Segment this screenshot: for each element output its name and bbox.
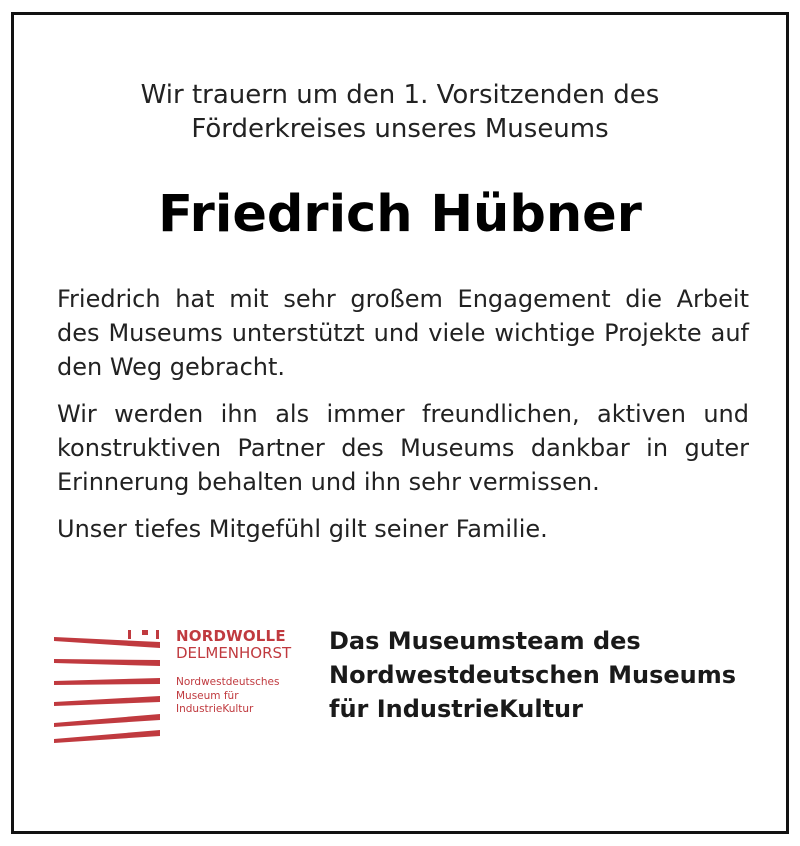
logo-title-line-2: DELMENHORST xyxy=(176,644,292,662)
logo-title-line-1: NORDWOLLE xyxy=(176,627,286,645)
tribute-paragraph-1: Friedrich hat mit sehr großem Engagement die Arbeit des Museums unterstützt und viele wichtige Projekte auf den Weg gebracht. xyxy=(57,285,749,381)
logo-title xyxy=(176,628,291,662)
signature-line-1: Das Museumsteam des xyxy=(329,627,641,655)
logo-subtitle xyxy=(176,676,279,717)
factory-lines-logo-icon xyxy=(52,626,170,746)
intro-line-1: Wir trauern um den 1. Vorsitzenden des xyxy=(140,80,660,110)
signature-line-3: für IndustrieKultur xyxy=(329,695,583,723)
deceased-name: Friedrich Hübner xyxy=(158,185,642,244)
logo-subtitle-line-3: IndustrieKultur xyxy=(176,703,254,715)
intro-text xyxy=(0,78,800,146)
signature-line-2: Nordwestdeutschen Museums xyxy=(329,661,737,689)
tribute-paragraph-3: Unser tiefes Mitgefühl gilt seiner Familie. xyxy=(57,515,548,543)
signature xyxy=(329,624,769,726)
intro-line-2: Förderkreises unseres Museums xyxy=(191,114,609,144)
logo-subtitle-line-2: Museum für xyxy=(176,689,239,702)
tribute-paragraph-2: Wir werden ihn als immer freundlichen, aktiven und konstruktiven Partner des Museums dankbar in guter Erinnerung behalten und ihn sehr vermissen. xyxy=(57,400,749,496)
tribute-text xyxy=(57,282,749,546)
museum-logo xyxy=(52,626,320,746)
logo-subtitle-line-1: Nordwestdeutsches xyxy=(176,676,280,688)
